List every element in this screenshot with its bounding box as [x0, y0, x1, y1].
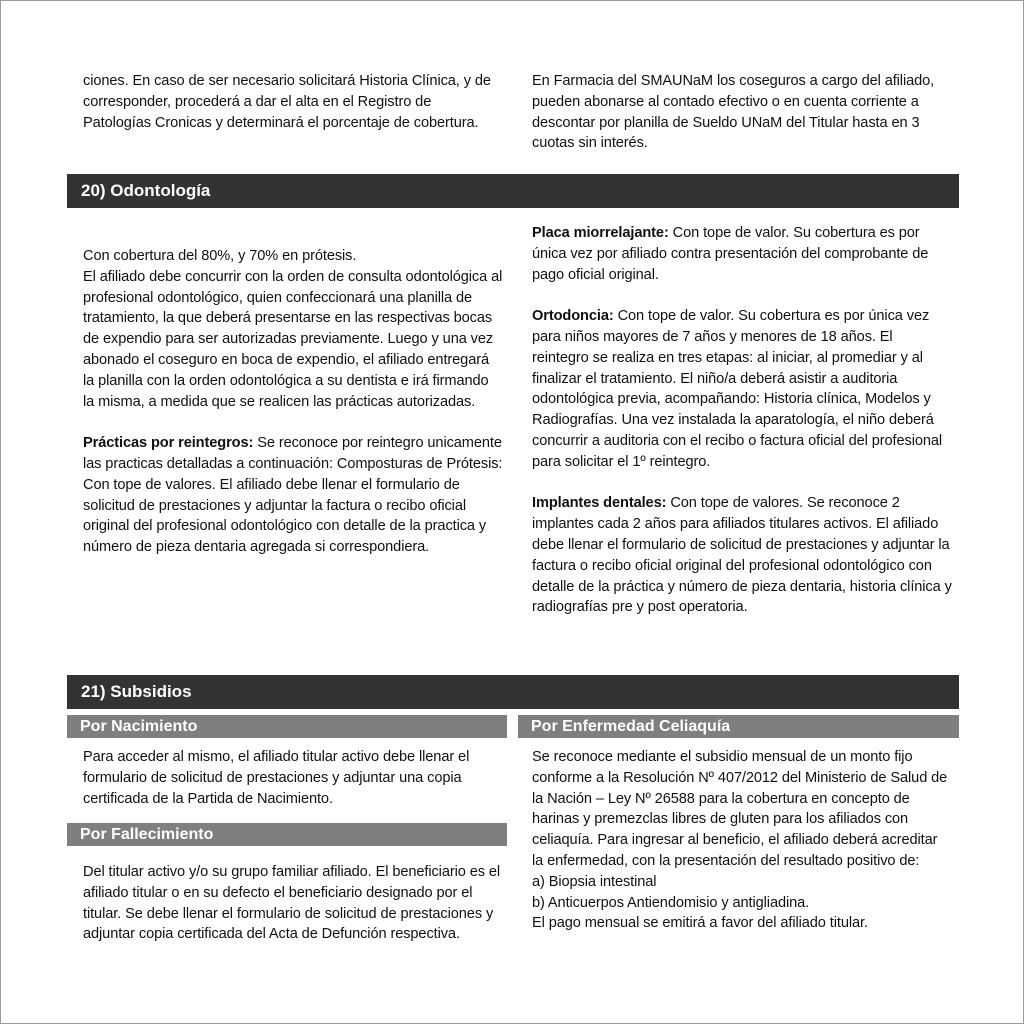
- spacer: [532, 285, 952, 306]
- reintegros-label: Prácticas por reintegros:: [83, 435, 254, 452]
- celiaquia-item-b: b) Anticuerpos Antiendomisio y antigliadina.: [532, 894, 810, 911]
- fallecimiento-paragraph: [83, 862, 503, 945]
- section-21-header: 21) Subsidios: [67, 675, 959, 709]
- top-right-text: En Farmacia del SMAUNaM los coseguros a cargo del afiliado, pueden abonarse al contado efectivo o en cuenta corriente a descontar por planilla de Sueldo UNaM del Titular hasta en 3 cuotas sin interés.: [532, 73, 935, 152]
- odontologia-body: El afiliado debe concurrir con la orden de consulta odontológica al profesional odontológico, quien confeccionará una planilla de tratamiento, la que deberá presentarse en las respectivas bocas de expendio para ser autorizadas previamente. Luego y una vez abonado el coseguro en boca de expendio, el afiliado entregará la planilla con la orden odontológica a su dentista e irá firmando la misma, a medida que se realicen las prácticas autorizadas.: [83, 268, 503, 410]
- placa-paragraph: [532, 223, 952, 285]
- top-right-paragraph: [532, 71, 952, 154]
- section-20-header: 20) Odontología: [67, 174, 959, 208]
- ortodoncia-paragraph: [532, 306, 952, 472]
- nacimiento-subheader: Por Nacimiento: [67, 715, 507, 738]
- celiaquia-paragraph: [532, 747, 952, 934]
- celiaquia-subheader: Por Enfermedad Celiaquía: [518, 715, 959, 738]
- fallecimiento-subheader: Por Fallecimiento: [67, 823, 507, 846]
- odontologia-right-column: [532, 223, 952, 618]
- celiaquia-pago: El pago mensual se emitirá a favor del afiliado titular.: [532, 915, 868, 932]
- spacer: [532, 473, 952, 494]
- celiaquia-item-a: a) Biopsia intestinal: [532, 873, 657, 890]
- ortodoncia-label: Ortodoncia:: [532, 308, 614, 325]
- nacimiento-text: Para acceder al mismo, el afiliado titular activo debe llenar el formulario de solicitud de prestaciones y adjuntar una copia certificada de la Partida de Nacimiento.: [83, 749, 470, 807]
- implantes-label: Implantes dentales:: [532, 495, 667, 512]
- celiaquia-text: Se reconoce mediante el subsidio mensual de un monto fijo conforme a la Resolución Nº 407/2012 del Ministerio de Salud de la Nación – Ley Nº 26588 para la cobertura en concepto de harinas y premezclas libres de gluten para los afiliados con celiaquía. Para ingresar al beneficio, el afiliado deberá acreditar la enfermedad, con la presentación del resultado positivo de:: [532, 749, 948, 869]
- spacer: [83, 412, 503, 433]
- placa-text: Con tope de valor. Su cobertura es por única vez por afiliado contra presentación del comprobante de pago oficial original.: [532, 225, 929, 283]
- reintegros-text: Se reconoce por reintegro unicamente las practicas detalladas a continuación: Composturas de Prótesis: Con tope de valores. El afiliado debe llenar el formulario de solicitud de prestaciones y adjuntar la factura o recibo oficial original del profesional odontológico con detalle de la practica y número de pieza dentaria agregada si correspondiera.: [83, 435, 503, 556]
- fallecimiento-text: Del titular activo y/o su grupo familiar afiliado. El beneficiario es el afiliado titular o en su defecto el beneficiario designado por el titular. Se debe llenar el formulario de solicitud de prestaciones y adjuntar copia certificada del Acta de Defunción respectiva.: [83, 864, 501, 943]
- implantes-text: Con tope de valores. Se reconoce 2 implantes cada 2 años para afiliados titulares activos. El afiliado debe llenar el formulario de solicitud de prestaciones y adjuntar la factura o recibo oficial original del profesional odontológico con detalle de la práctica y número de pieza dentaria, historia clínica y radiografías pre y post operatoria.: [532, 495, 952, 616]
- ortodoncia-text: Con tope de valor. Su cobertura es por única vez para niños mayores de 7 años y menores de 18 años. El reintegro se realiza en tres etapas: al iniciar, al promediar y al finalizar el tratamiento. El niño/a deberá asistir a auditoria odontológica previa, acompañando: Historia clínica, Modelos y Radiografías. Una vez instalada la aparatología, el niño deberá concurrir a auditoria con el recibo o factura oficial del profesional para solicitar el 1º reintegro.: [532, 308, 943, 470]
- reintegros-paragraph: [83, 433, 503, 558]
- odontologia-intro: Con cobertura del 80%, y 70% en prótesis.: [83, 248, 357, 264]
- top-left-paragraph: [83, 71, 503, 133]
- odontologia-left-column: [83, 246, 503, 558]
- implantes-paragraph: [532, 493, 952, 618]
- nacimiento-paragraph: [83, 747, 503, 809]
- placa-label: Placa miorrelajante:: [532, 225, 669, 241]
- top-left-text: ciones. En caso de ser necesario solicitará Historia Clínica, y de corresponder, procederá a dar el alta en el Registro de Patologías Cronicas y determinará el porcentaje de cobertura.: [83, 73, 491, 131]
